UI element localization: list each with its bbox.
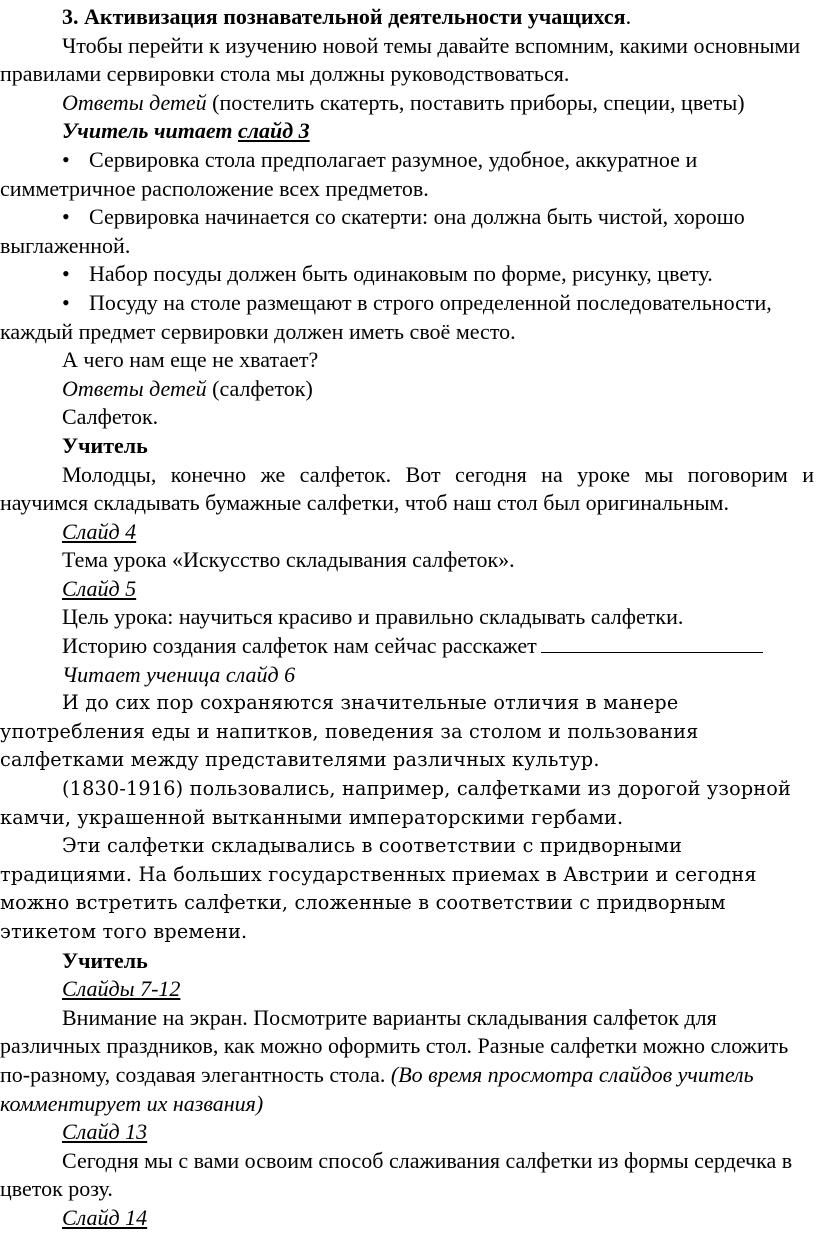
fill-in-blank (541, 634, 763, 653)
bullet-icon: • (62, 204, 70, 230)
slide-4-label: Слайд 4 (62, 518, 137, 544)
heading-title: 3. Активизация познавательной деятельности учащихся (62, 4, 626, 29)
bullet-text: Посуду на столе размещают в строго определенной последовательности, каждый предмет сервировки должен иметь своё место. (0, 289, 772, 344)
attention-paragraph (0, 1004, 816, 1118)
bullet-text: Набор посуды должен быть одинаковым по форме, рисунку, цвету. (89, 261, 713, 287)
attention-note: (Во время просмотра слайдов учитель комментирует их названия) (0, 1061, 754, 1116)
bullet-icon: • (62, 289, 70, 315)
bullet-item (0, 203, 816, 260)
story-paragraph: И до сих пор сохраняются значительные отличия в манере употребления еды и напитков, поведения за столом и пользования салфетками между представителями различных культур. (0, 691, 699, 772)
slide-13-line (0, 1118, 816, 1147)
answers-text: (постелить скатерть, поставить приборы, специи, цветы) (206, 89, 745, 115)
slides-7-12-label: Слайды 7-12 (62, 976, 181, 1002)
student-reads-line: Читает ученица слайд 6 (62, 661, 296, 687)
today-paragraph: Сегодня мы с вами освоим способ слаживания салфетки из формы сердечка в цветок розу. (0, 1147, 793, 1202)
slide-5-line (0, 575, 816, 604)
bullet-item (0, 289, 816, 346)
children-answers-1 (0, 89, 816, 118)
teacher-heading: Учитель (62, 432, 148, 458)
slide-13-label: Слайд 13 (62, 1119, 148, 1145)
slides-7-12-line (0, 975, 816, 1004)
bullet-item (0, 260, 816, 289)
children-answers-2 (0, 375, 816, 404)
answers-label: Ответы детей (62, 375, 207, 401)
slide-5-label: Слайд 5 (62, 575, 137, 601)
teacher-reads-line (0, 117, 816, 146)
heading-dot: . (625, 4, 632, 29)
napkins-line: Салфеток. (62, 404, 159, 430)
teacher-paragraph: Молодцы, конечно же салфеток. Вот сегодня на уроке мы поговорим и научимся складывать бумажные салфетки, чтоб наш стол был оригинальным. (0, 461, 814, 516)
answers-label: Ответы детей (62, 89, 207, 115)
bullet-icon: • (62, 146, 70, 172)
lesson-goal: Цель урока: научиться красиво и правильно складывать салфетки. (62, 604, 684, 630)
question-line: А чего нам еще не хватает? (62, 347, 319, 373)
document-page (0, 3, 816, 1233)
answers-text: (салфеток) (206, 375, 313, 401)
bullet-text: Сервировка начинается со скатерти: она должна быть чистой, хорошо выглаженной. (0, 204, 745, 258)
slide-14-line (0, 1204, 816, 1233)
lesson-topic: Тема урока «Искусство складывания салфеток». (62, 547, 515, 573)
attention-text: Внимание на экран. Посмотрите варианты складывания салфеток для различных праздников, как можно оформить стол. Разные салфетки можно сложить по-разному, создавая элегантность стола. (0, 1004, 789, 1087)
slide-3-label: слайд 3 (237, 118, 310, 144)
teacher-heading: Учитель (62, 947, 148, 973)
story-paragraph: Эти салфетки складывались в соответствии с придворными традициями. На больших государственных приемах в Австрии и сегодня можно встретить салфетки, сложенные в соответствии с придворным этикетом того времени. (0, 834, 757, 943)
bullet-icon: • (62, 261, 70, 287)
history-line (0, 632, 816, 661)
history-text: Историю создания салфеток нам сейчас расскажет (62, 633, 537, 659)
slide-14-label: Слайд 14 (62, 1204, 148, 1230)
bullet-text: Сервировка стола предполагает разумное, удобное, аккуратное и симметричное расположение всех предметов. (0, 146, 698, 201)
slide-4-line (0, 518, 816, 547)
intro-paragraph: Чтобы перейти к изучению новой темы давайте вспомним, какими основными правилами сервировки стола мы должны руководствоваться. (0, 32, 801, 87)
section-heading (0, 3, 816, 32)
teacher-reads-label: Учитель читает (62, 118, 238, 144)
bullet-item (0, 146, 816, 203)
story-paragraph: (1830-1916) пользовались, например, салфетками из дорогой узорной камчи, украшенной вытканными императорскими гербами. (0, 777, 792, 829)
